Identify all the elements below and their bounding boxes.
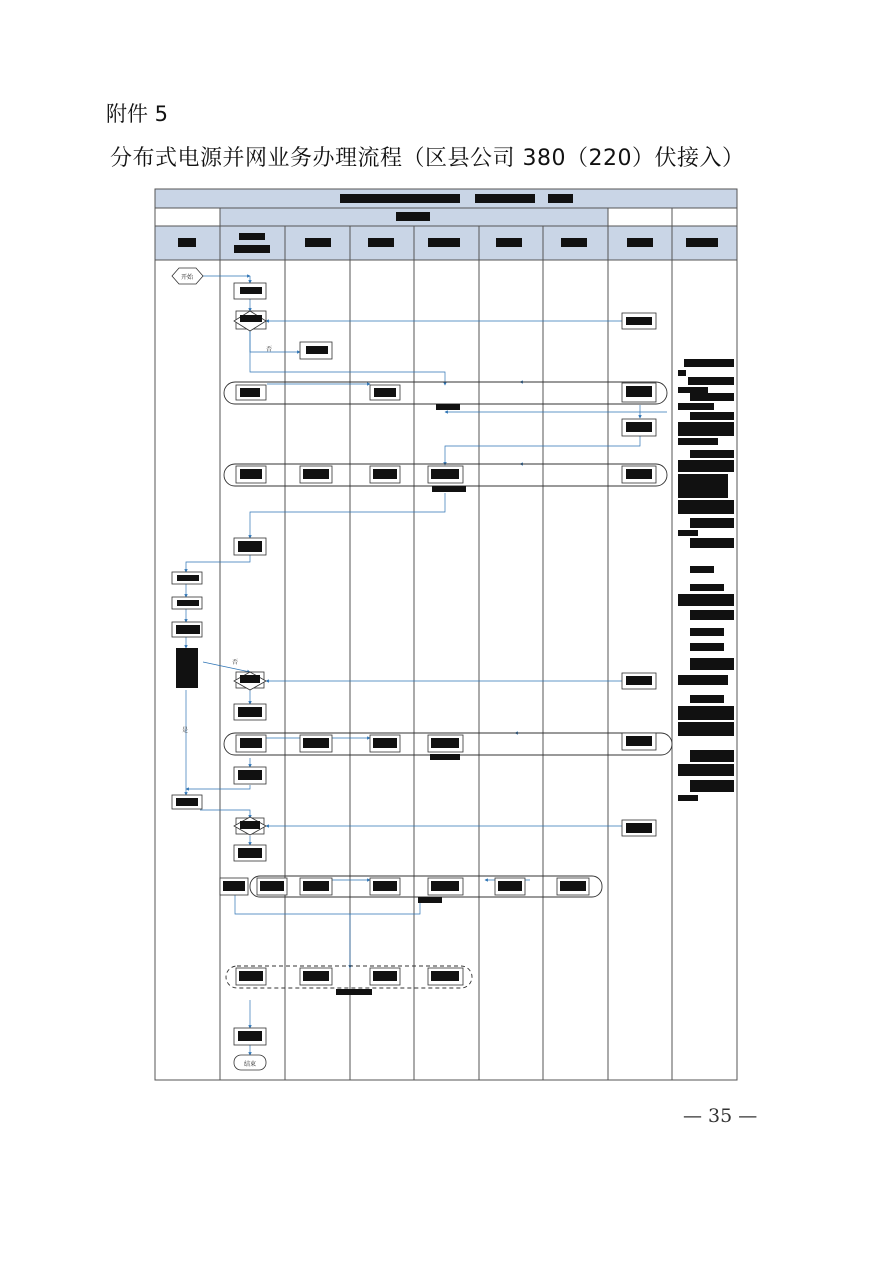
attachment-label: 附件 5 [106,102,169,126]
document-title: 分布式电源并网业务办理流程（区县公司 380（220）伏接入） [110,146,745,171]
branch-label-no-2: 否 [232,659,239,666]
end-label: 结束 [243,1061,257,1068]
page-number: — 35 — [683,1105,758,1127]
branch-label-no-1: 否 [266,346,273,353]
start-label: 开始 [180,274,194,281]
branch-label-yes: 是 [182,727,189,734]
